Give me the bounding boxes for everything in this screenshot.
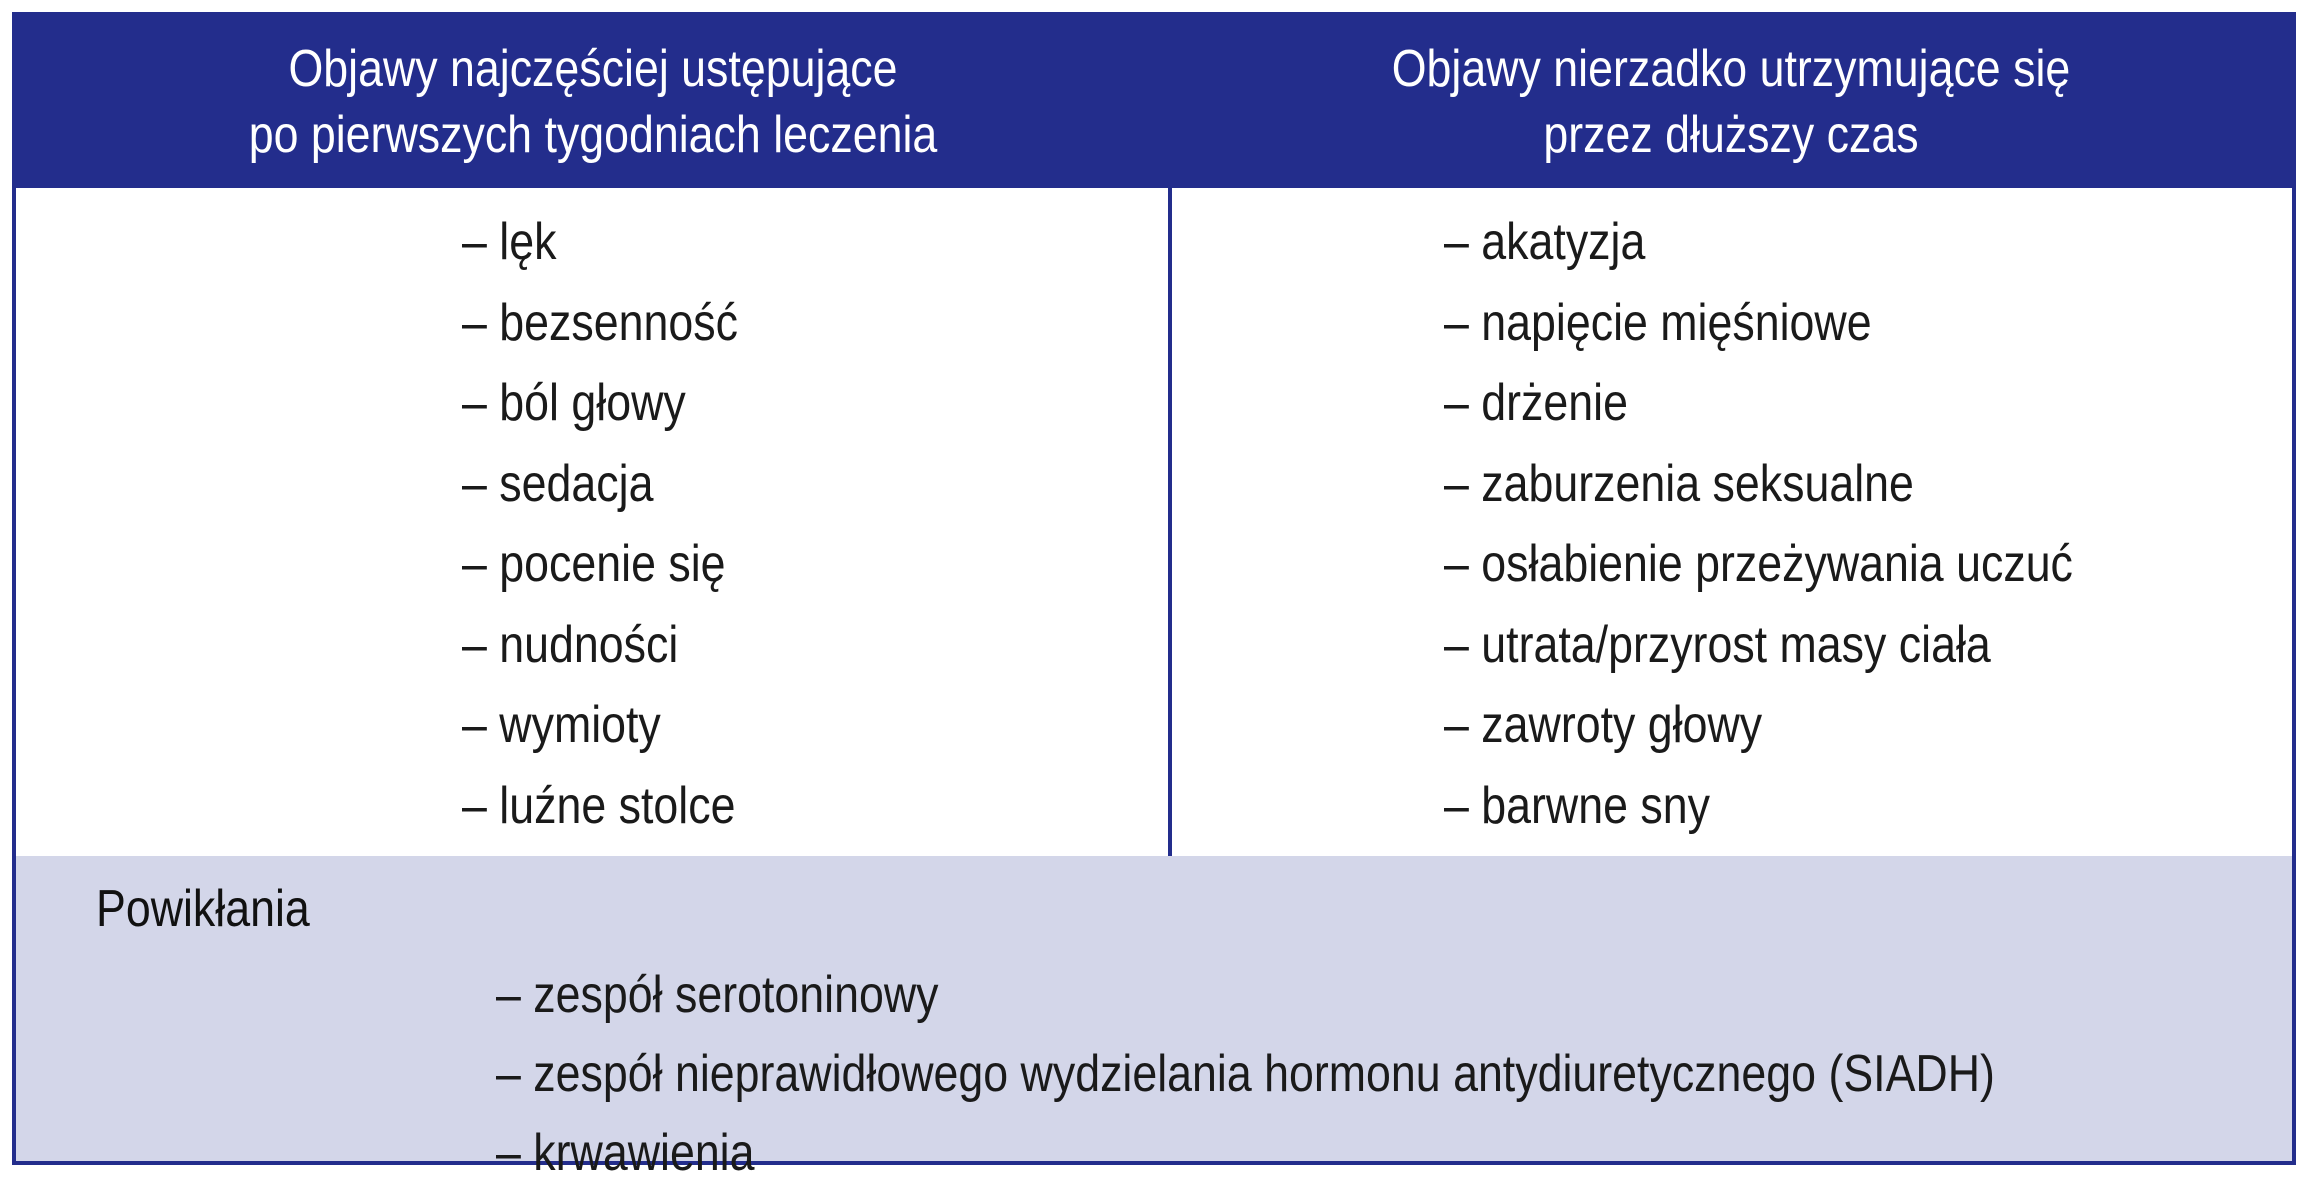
list-item: – nudności xyxy=(462,615,679,674)
list-item: – zawroty głowy xyxy=(1444,696,1763,754)
list-item: – bezsenność xyxy=(462,293,738,352)
list-item: – luźne stolce xyxy=(462,776,736,835)
complications-list xyxy=(496,956,1995,1193)
list-item: – pocenie się xyxy=(462,535,726,593)
header-right-line2: przez dłuższy czas xyxy=(1543,106,1919,164)
column-divider xyxy=(1168,188,1172,856)
list-item: – zaburzenia seksualne xyxy=(1444,454,1914,513)
complications-title: Powikłania xyxy=(96,880,310,938)
list-item: – sedacja xyxy=(462,454,654,513)
list-item: – akatyzja xyxy=(1444,213,1646,271)
list-item: – zespół serotoninowy xyxy=(496,966,939,1024)
right-symptom-list xyxy=(1444,202,2073,846)
symptoms-table xyxy=(12,12,2296,1182)
list-item: – utrata/przyrost masy ciała xyxy=(1444,615,1991,674)
header-right-cell xyxy=(1249,16,2214,188)
list-item: – wymioty xyxy=(462,696,661,754)
table-header xyxy=(16,16,2292,188)
header-left-line2: po pierwszych tygodniach leczenia xyxy=(248,106,938,164)
list-item: – barwne sny xyxy=(1444,776,1710,835)
list-item: – krwawienia xyxy=(496,1124,755,1182)
list-item: – ból głowy xyxy=(462,374,686,432)
list-item: – osłabienie przeżywania uczuć xyxy=(1444,535,2073,593)
header-left-line1: Objawy najczęściej ustępujące xyxy=(288,40,898,98)
list-item: – zespół nieprawidłowego wydzielania hormonu antydiuretycznego (SIADH) xyxy=(496,1045,1995,1103)
header-right-line1: Objawy nierzadko utrzymujące się xyxy=(1391,40,2071,98)
list-item: – lęk xyxy=(462,213,557,271)
left-symptom-list xyxy=(462,202,738,846)
table-body xyxy=(16,188,2292,856)
list-item: – napięcie mięśniowe xyxy=(1444,293,1872,352)
complications-section xyxy=(16,856,2292,1182)
header-left-cell xyxy=(97,16,1089,188)
list-item: – drżenie xyxy=(1444,374,1628,432)
